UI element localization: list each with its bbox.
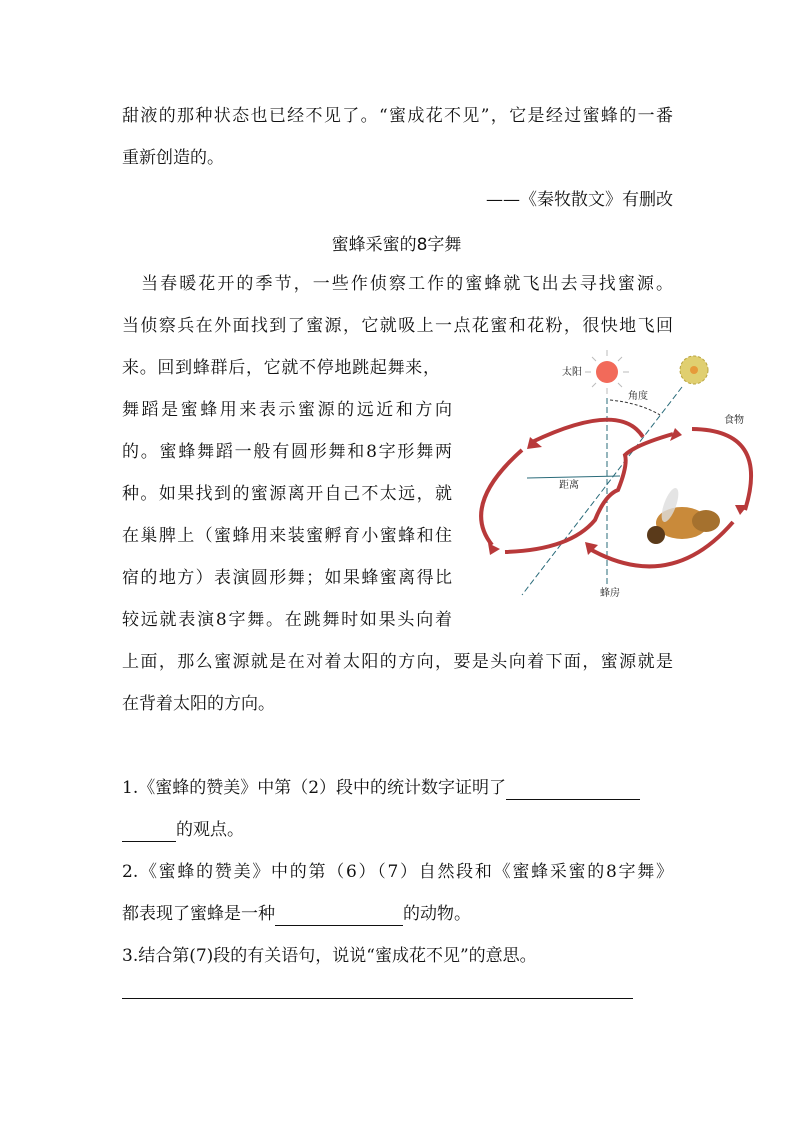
bee-icon <box>647 486 720 544</box>
food-label: 食物 <box>724 415 744 426</box>
question-3: 3.结合第(7)段的有关语句，说说“蜜成花不见”的意思。 <box>122 946 537 966</box>
answer-blank-1b[interactable] <box>122 823 176 842</box>
paragraph-line: 舞蹈是蜜蜂用来表示蜜源的远近和方向 <box>122 400 452 420</box>
text-line: 甜液的那种状态也已经不见了。“蜜成花不见”，它是经过蜜蜂的一番 <box>122 106 673 126</box>
question-1-text-end: 的观点。 <box>176 820 244 840</box>
question-2: 2.《蜜蜂的赞美》中的第（6）（7）自然段和《蜜蜂采蜜的8字舞》 <box>122 862 673 882</box>
text-line: 重新创造的。 <box>122 148 224 168</box>
bee-dance-diagram <box>470 345 770 605</box>
question-1-cont <box>122 818 244 842</box>
paragraph-line: 上面，那么蜜源就是在对着太阳的方向，要是头向着下面，蜜源就是 <box>122 652 673 672</box>
paragraph-line: 宿的地方）表演圆形舞；如果蜂蜜离得比 <box>122 568 452 588</box>
question-2-cont <box>122 902 471 926</box>
angle-arc <box>610 400 660 415</box>
paragraph-line: 在背着太阳的方向。 <box>122 694 275 714</box>
paragraph-line: 当春暖花开的季节，一些作侦察工作的蜜蜂就飞出去寻找蜜源。 <box>122 274 673 294</box>
paragraph-line: 的。蜜蜂舞蹈一般有圆形舞和8字形舞两 <box>122 442 452 462</box>
paragraph-line: 在巢脾上（蜜蜂用来装蜜孵育小蜜蜂和住 <box>122 526 452 546</box>
question-2-text: 都表现了蜜蜂是一种 <box>122 904 275 924</box>
answer-blank-1a[interactable] <box>506 781 640 800</box>
dance-path <box>481 420 751 567</box>
distance-line <box>527 476 620 478</box>
answer-blank-2[interactable] <box>275 907 403 926</box>
question-1-text: 1.《蜜蜂的赞美》中第（2）段中的统计数字证明了 <box>122 778 507 798</box>
paragraph-line: 种。如果找到的蜜源离开自己不太远，就 <box>122 484 452 504</box>
paragraph-line: 较远就表演8字舞。在跳舞时如果头向着 <box>122 610 452 630</box>
hive-label: 蜂房 <box>600 588 620 599</box>
angle-label: 角度 <box>628 391 648 402</box>
answer-line-3[interactable] <box>122 998 633 999</box>
source-citation: ——《秦牧散文》有删改 <box>486 190 673 210</box>
flower-icon <box>680 356 708 384</box>
sun-icon <box>585 350 629 394</box>
section-title: 蜜蜂采蜜的8字舞 <box>331 235 462 255</box>
question-2-text-end: 的动物。 <box>403 904 471 924</box>
sun-label: 太阳 <box>562 367 582 378</box>
distance-label: 距离 <box>559 480 579 491</box>
paragraph-line: 当侦察兵在外面找到了蜜源，它就吸上一点花蜜和花粉，很快地飞回 <box>122 316 673 336</box>
paragraph-line: 来。回到蜂群后，它就不停地跳起舞来， <box>122 358 440 378</box>
question-1 <box>122 776 640 800</box>
